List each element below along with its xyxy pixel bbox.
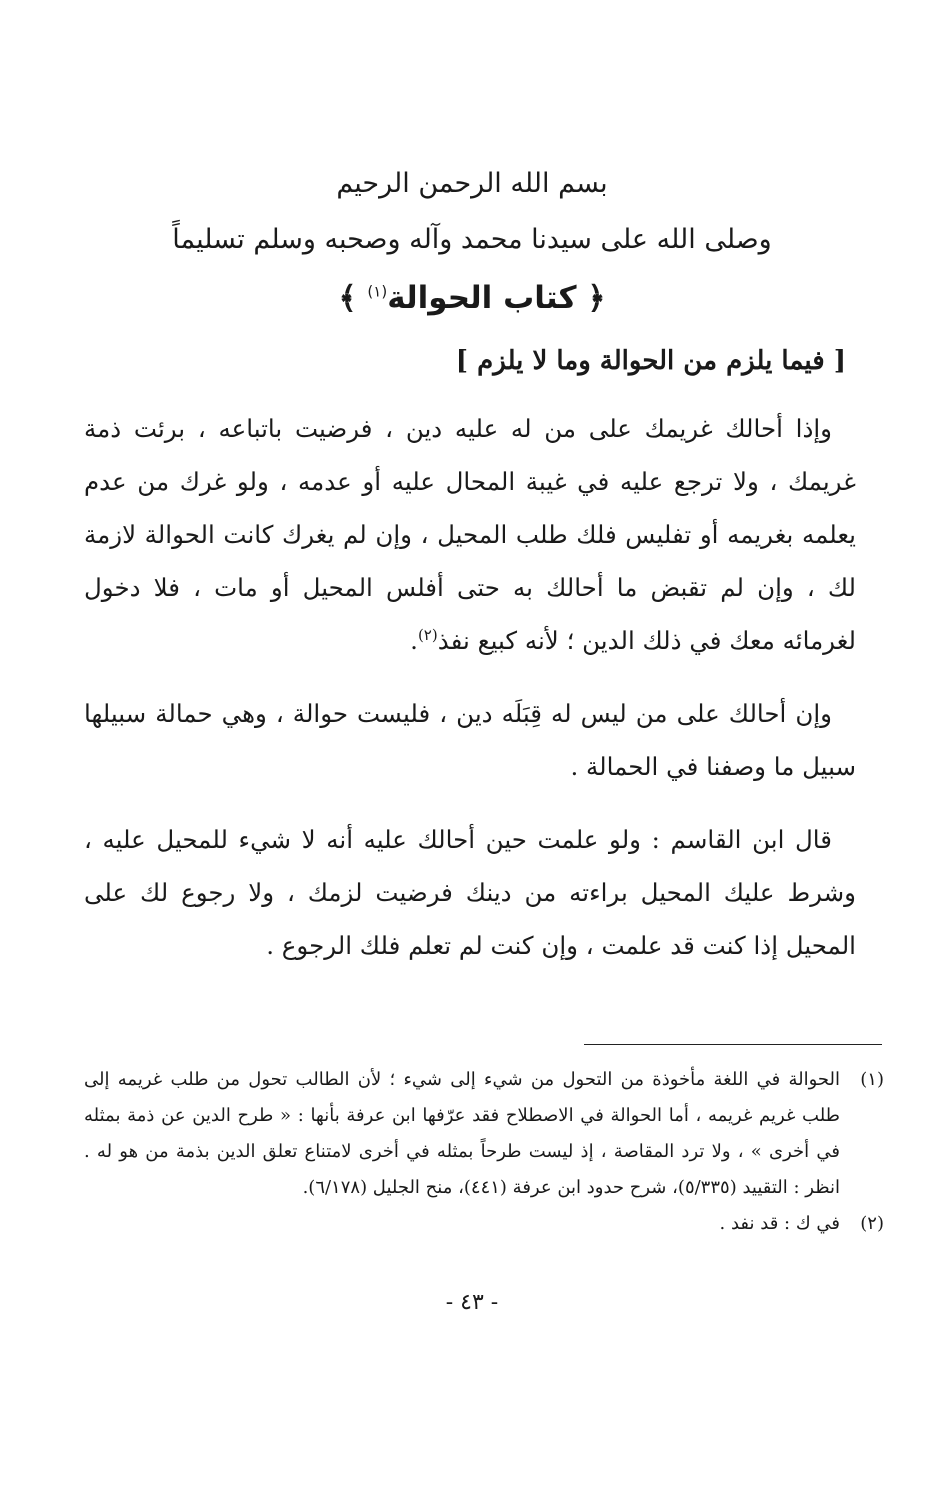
salutation: وصلى الله على سيدنا محمد وآله وصحبه وسلم تسليماً xyxy=(172,224,772,255)
paragraph-text: وإذا أحالك غريمك على من له عليه دين ، فرضيت باتباعه ، برئت ذمة غريمك ، ولا ترجع عليه في غيبة المحال عليه أو عدمه ، ولو غرك من عدم يعلمه بغريمه أو تفليس فلك طلب المحيل ، وإن لم يغرك كانت الحوالة لازمة لك ، وإن لم تقبض ما أحالك به حتى أفلس المحيل أو مات ، فلا دخول لغرمائه معك في ذلك الدين ؛ لأنه كبيع نفذ xyxy=(84,414,856,655)
footnote xyxy=(84,1062,884,1206)
paragraph-text: وإن أحالك على من ليس له قِبَلَه دين ، فليست حوالة ، وهي حمالة سبيلها سبيل ما وصفنا في الحمالة . xyxy=(84,699,856,781)
paragraph xyxy=(84,402,856,667)
footnote-ref: (٢) xyxy=(417,625,438,644)
section-heading: [ فيما يلزم من الحوالة وما لا يلزم ] xyxy=(455,346,846,376)
paragraph xyxy=(84,687,856,793)
book-title xyxy=(0,280,944,316)
basmala: بسم الله الرحمن الرحيم xyxy=(336,168,608,199)
title-footnote-ref: (١) xyxy=(367,282,388,301)
paragraph-text: قال ابن القاسم : ولو علمت حين أحالك عليه أنه لا شيء للمحيل عليه ، وشرط عليك المحيل براءته من دينك فرضيت لزمك ، ولا رجوع لك على المحيل إذا كنت قد علمت ، وإن كنت لم تعلم فلك الرجوع . xyxy=(84,825,856,960)
footnote xyxy=(84,1206,884,1242)
paragraph-tail: . xyxy=(410,626,418,655)
title-close-bracket: ﴾ xyxy=(338,280,357,316)
title-open-bracket: ﴿ xyxy=(587,280,606,316)
page-number: - ٤٣ - xyxy=(445,1290,499,1315)
footnote-text: في ك : قد نفد . xyxy=(719,1213,840,1234)
footnote-text: الحوالة في اللغة مأخوذة من التحول من شيء إلى شيء ؛ لأن الطالب تحول من طلب غريمه إلى طلب غريم غريمه ، أما الحوالة في الاصطلاح فقد عرّفها ابن عرفة بأنها : « طرح الدين عن ذمة بمثله في أخرى » ، ولا ترد المقاصة ، إذ ليست طرحاً بمثله في أخرى لامتناع تعلق الدين بذمة من هو له . انظر : التقييد (٥/٣٣٥)، شرح حدود ابن عرفة (٤٤١)، منح الجليل (٦/١٧٨). xyxy=(84,1069,840,1198)
footnote-divider xyxy=(584,1044,882,1045)
footnote-number: (٢) xyxy=(860,1213,884,1234)
footnote-number: (١) xyxy=(860,1069,884,1090)
title-text: كتاب الحوالة xyxy=(387,280,577,316)
footnotes xyxy=(84,1062,884,1242)
body-text xyxy=(84,402,856,992)
paragraph xyxy=(84,813,856,972)
